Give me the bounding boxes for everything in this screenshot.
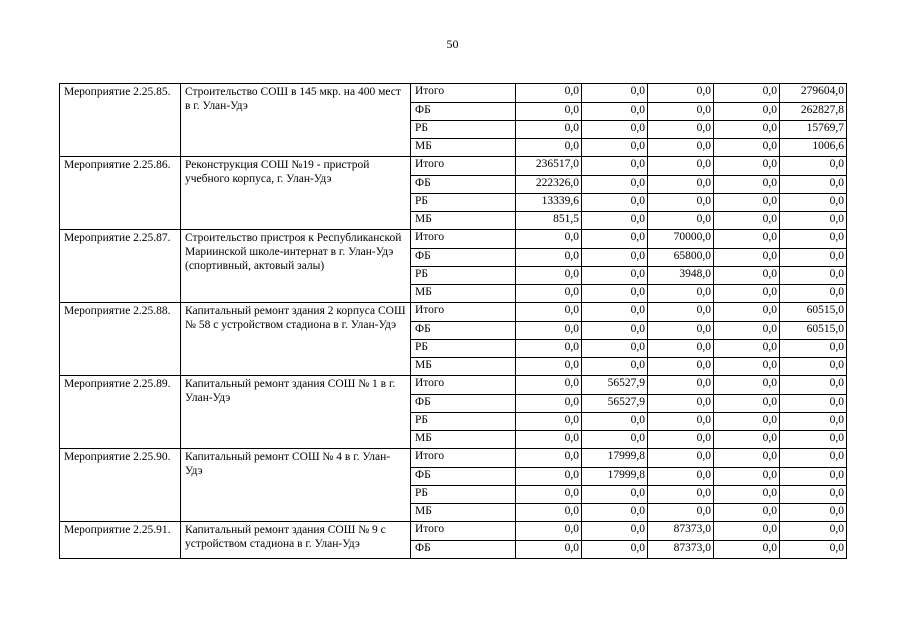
measure-cell: Мероприятие 2.25.88. xyxy=(60,303,181,376)
budget-table-body xyxy=(60,84,847,559)
amount-cell: 0,0 xyxy=(516,358,582,376)
table-row xyxy=(60,449,847,468)
amount-cell: 0,0 xyxy=(714,212,780,230)
measure-cell: Мероприятие 2.25.85. xyxy=(60,84,181,157)
amount-cell: 0,0 xyxy=(516,431,582,449)
amount-cell: 0,0 xyxy=(648,376,714,395)
amount-cell: 70000,0 xyxy=(648,230,714,249)
funding-source-cell: ФБ xyxy=(411,103,516,121)
amount-cell: 0,0 xyxy=(582,431,648,449)
funding-source-cell: ФБ xyxy=(411,541,516,559)
amount-cell: 0,0 xyxy=(648,139,714,157)
amount-cell: 236517,0 xyxy=(516,157,582,176)
amount-cell: 0,0 xyxy=(516,249,582,267)
amount-cell: 0,0 xyxy=(516,522,582,541)
amount-cell: 0,0 xyxy=(714,303,780,322)
amount-cell: 0,0 xyxy=(648,285,714,303)
amount-cell: 0,0 xyxy=(516,413,582,431)
amount-cell: 0,0 xyxy=(648,486,714,504)
funding-source-cell: Итого xyxy=(411,376,516,395)
amount-cell: 0,0 xyxy=(780,285,847,303)
measure-cell: Мероприятие 2.25.90. xyxy=(60,449,181,522)
amount-cell: 0,0 xyxy=(582,358,648,376)
amount-cell: 0,0 xyxy=(714,504,780,522)
funding-source-cell: ФБ xyxy=(411,322,516,340)
funding-source-cell: Итого xyxy=(411,303,516,322)
amount-cell: 0,0 xyxy=(516,468,582,486)
amount-cell: 0,0 xyxy=(582,340,648,358)
amount-cell: 0,0 xyxy=(516,285,582,303)
amount-cell: 0,0 xyxy=(516,504,582,522)
funding-source-cell: РБ xyxy=(411,194,516,212)
amount-cell: 0,0 xyxy=(780,157,847,176)
amount-cell: 0,0 xyxy=(648,468,714,486)
amount-cell: 1006,6 xyxy=(780,139,847,157)
amount-cell: 0,0 xyxy=(516,267,582,285)
amount-cell: 0,0 xyxy=(648,84,714,103)
amount-cell: 3948,0 xyxy=(648,267,714,285)
funding-source-cell: Итого xyxy=(411,157,516,176)
amount-cell: 0,0 xyxy=(780,504,847,522)
amount-cell: 0,0 xyxy=(582,322,648,340)
amount-cell: 87373,0 xyxy=(648,522,714,541)
amount-cell: 0,0 xyxy=(582,84,648,103)
amount-cell: 851,5 xyxy=(516,212,582,230)
funding-source-cell: РБ xyxy=(411,340,516,358)
description-cell: Капитальный ремонт здания СОШ № 1 в г. Улан-Удэ xyxy=(181,376,411,449)
amount-cell: 0,0 xyxy=(714,267,780,285)
amount-cell: 0,0 xyxy=(714,176,780,194)
amount-cell: 0,0 xyxy=(780,212,847,230)
amount-cell: 0,0 xyxy=(714,103,780,121)
funding-source-cell: Итого xyxy=(411,449,516,468)
funding-source-cell: ФБ xyxy=(411,468,516,486)
amount-cell: 0,0 xyxy=(780,541,847,559)
funding-source-cell: ФБ xyxy=(411,249,516,267)
amount-cell: 0,0 xyxy=(516,103,582,121)
description-cell: Строительство пристроя к Республиканской Мариинской школе-интернат в г. Улан-Удэ (спортивный, актовый залы) xyxy=(181,230,411,303)
amount-cell: 0,0 xyxy=(648,358,714,376)
funding-source-cell: МБ xyxy=(411,504,516,522)
amount-cell: 262827,8 xyxy=(780,103,847,121)
amount-cell: 0,0 xyxy=(780,486,847,504)
funding-source-cell: МБ xyxy=(411,139,516,157)
amount-cell: 0,0 xyxy=(516,84,582,103)
funding-source-cell: РБ xyxy=(411,413,516,431)
amount-cell: 0,0 xyxy=(516,303,582,322)
amount-cell: 0,0 xyxy=(648,121,714,139)
amount-cell: 0,0 xyxy=(516,395,582,413)
amount-cell: 0,0 xyxy=(516,322,582,340)
amount-cell: 0,0 xyxy=(648,322,714,340)
amount-cell: 0,0 xyxy=(714,376,780,395)
amount-cell: 0,0 xyxy=(582,194,648,212)
amount-cell: 0,0 xyxy=(648,194,714,212)
amount-cell: 0,0 xyxy=(582,176,648,194)
table-row xyxy=(60,303,847,322)
amount-cell: 17999,8 xyxy=(582,468,648,486)
amount-cell: 0,0 xyxy=(780,468,847,486)
amount-cell: 222326,0 xyxy=(516,176,582,194)
amount-cell: 0,0 xyxy=(648,212,714,230)
description-cell: Капитальный ремонт СОШ № 4 в г. Улан-Удэ xyxy=(181,449,411,522)
amount-cell: 0,0 xyxy=(516,121,582,139)
table-row xyxy=(60,522,847,541)
amount-cell: 0,0 xyxy=(582,139,648,157)
amount-cell: 56527,9 xyxy=(582,395,648,413)
measure-cell: Мероприятие 2.25.87. xyxy=(60,230,181,303)
amount-cell: 0,0 xyxy=(714,194,780,212)
funding-source-cell: ФБ xyxy=(411,395,516,413)
amount-cell: 0,0 xyxy=(582,230,648,249)
measure-cell: Мероприятие 2.25.91. xyxy=(60,522,181,559)
amount-cell: 0,0 xyxy=(582,486,648,504)
table-row xyxy=(60,376,847,395)
amount-cell: 0,0 xyxy=(582,541,648,559)
measure-cell: Мероприятие 2.25.86. xyxy=(60,157,181,230)
amount-cell: 15769,7 xyxy=(780,121,847,139)
amount-cell: 0,0 xyxy=(582,522,648,541)
amount-cell: 0,0 xyxy=(714,285,780,303)
amount-cell: 0,0 xyxy=(780,431,847,449)
amount-cell: 13339,6 xyxy=(516,194,582,212)
amount-cell: 0,0 xyxy=(714,413,780,431)
amount-cell: 0,0 xyxy=(714,230,780,249)
amount-cell: 0,0 xyxy=(714,340,780,358)
amount-cell: 0,0 xyxy=(714,431,780,449)
amount-cell: 0,0 xyxy=(516,449,582,468)
amount-cell: 0,0 xyxy=(516,230,582,249)
amount-cell: 87373,0 xyxy=(648,541,714,559)
funding-source-cell: МБ xyxy=(411,285,516,303)
amount-cell: 0,0 xyxy=(648,449,714,468)
amount-cell: 0,0 xyxy=(516,139,582,157)
amount-cell: 56527,9 xyxy=(582,376,648,395)
amount-cell: 0,0 xyxy=(714,358,780,376)
amount-cell: 0,0 xyxy=(780,267,847,285)
amount-cell: 0,0 xyxy=(714,84,780,103)
amount-cell: 0,0 xyxy=(780,395,847,413)
description-cell: Реконструкция СОШ №19 - пристрой учебного корпуса, г. Улан-Удэ xyxy=(181,157,411,230)
amount-cell: 65800,0 xyxy=(648,249,714,267)
description-cell: Капитальный ремонт здания СОШ № 9 с устройством стадиона в г. Улан-Удэ xyxy=(181,522,411,559)
page-number: 50 xyxy=(446,37,459,51)
amount-cell: 0,0 xyxy=(582,267,648,285)
table-row xyxy=(60,230,847,249)
amount-cell: 0,0 xyxy=(648,340,714,358)
amount-cell: 0,0 xyxy=(582,504,648,522)
amount-cell: 17999,8 xyxy=(582,449,648,468)
amount-cell: 0,0 xyxy=(648,176,714,194)
amount-cell: 0,0 xyxy=(648,395,714,413)
amount-cell: 0,0 xyxy=(516,340,582,358)
funding-source-cell: ФБ xyxy=(411,176,516,194)
amount-cell: 60515,0 xyxy=(780,322,847,340)
amount-cell: 0,0 xyxy=(714,468,780,486)
amount-cell: 0,0 xyxy=(714,322,780,340)
amount-cell: 0,0 xyxy=(714,157,780,176)
amount-cell: 0,0 xyxy=(780,176,847,194)
amount-cell: 0,0 xyxy=(582,121,648,139)
amount-cell: 0,0 xyxy=(516,376,582,395)
amount-cell: 0,0 xyxy=(714,449,780,468)
amount-cell: 0,0 xyxy=(648,303,714,322)
description-cell: Строительство СОШ в 145 мкр. на 400 мест в г. Улан-Удэ xyxy=(181,84,411,157)
funding-source-cell: Итого xyxy=(411,522,516,541)
amount-cell: 0,0 xyxy=(516,486,582,504)
funding-source-cell: РБ xyxy=(411,121,516,139)
amount-cell: 0,0 xyxy=(714,121,780,139)
funding-source-cell: МБ xyxy=(411,212,516,230)
amount-cell: 0,0 xyxy=(714,541,780,559)
table-row xyxy=(60,84,847,103)
amount-cell: 0,0 xyxy=(582,249,648,267)
amount-cell: 0,0 xyxy=(780,376,847,395)
amount-cell: 0,0 xyxy=(714,486,780,504)
funding-source-cell: Итого xyxy=(411,84,516,103)
amount-cell: 0,0 xyxy=(780,194,847,212)
amount-cell: 0,0 xyxy=(780,522,847,541)
amount-cell: 0,0 xyxy=(780,340,847,358)
amount-cell: 0,0 xyxy=(582,103,648,121)
funding-source-cell: МБ xyxy=(411,431,516,449)
amount-cell: 0,0 xyxy=(714,395,780,413)
funding-source-cell: МБ xyxy=(411,358,516,376)
amount-cell: 0,0 xyxy=(582,285,648,303)
amount-cell: 0,0 xyxy=(582,212,648,230)
amount-cell: 0,0 xyxy=(582,157,648,176)
amount-cell: 0,0 xyxy=(780,413,847,431)
amount-cell: 0,0 xyxy=(648,103,714,121)
amount-cell: 0,0 xyxy=(780,230,847,249)
amount-cell: 0,0 xyxy=(582,413,648,431)
funding-source-cell: РБ xyxy=(411,267,516,285)
amount-cell: 0,0 xyxy=(648,431,714,449)
amount-cell: 279604,0 xyxy=(780,84,847,103)
amount-cell: 0,0 xyxy=(648,504,714,522)
funding-source-cell: РБ xyxy=(411,486,516,504)
amount-cell: 0,0 xyxy=(648,157,714,176)
funding-source-cell: Итого xyxy=(411,230,516,249)
amount-cell: 0,0 xyxy=(582,303,648,322)
amount-cell: 60515,0 xyxy=(780,303,847,322)
measure-cell: Мероприятие 2.25.89. xyxy=(60,376,181,449)
amount-cell: 0,0 xyxy=(780,249,847,267)
description-cell: Капитальный ремонт здания 2 корпуса СОШ № 58 с устройством стадиона в г. Улан-Удэ xyxy=(181,303,411,376)
budget-table xyxy=(59,83,847,559)
amount-cell: 0,0 xyxy=(714,522,780,541)
amount-cell: 0,0 xyxy=(780,358,847,376)
amount-cell: 0,0 xyxy=(516,541,582,559)
amount-cell: 0,0 xyxy=(780,449,847,468)
amount-cell: 0,0 xyxy=(714,249,780,267)
amount-cell: 0,0 xyxy=(648,413,714,431)
amount-cell: 0,0 xyxy=(714,139,780,157)
table-row xyxy=(60,157,847,176)
